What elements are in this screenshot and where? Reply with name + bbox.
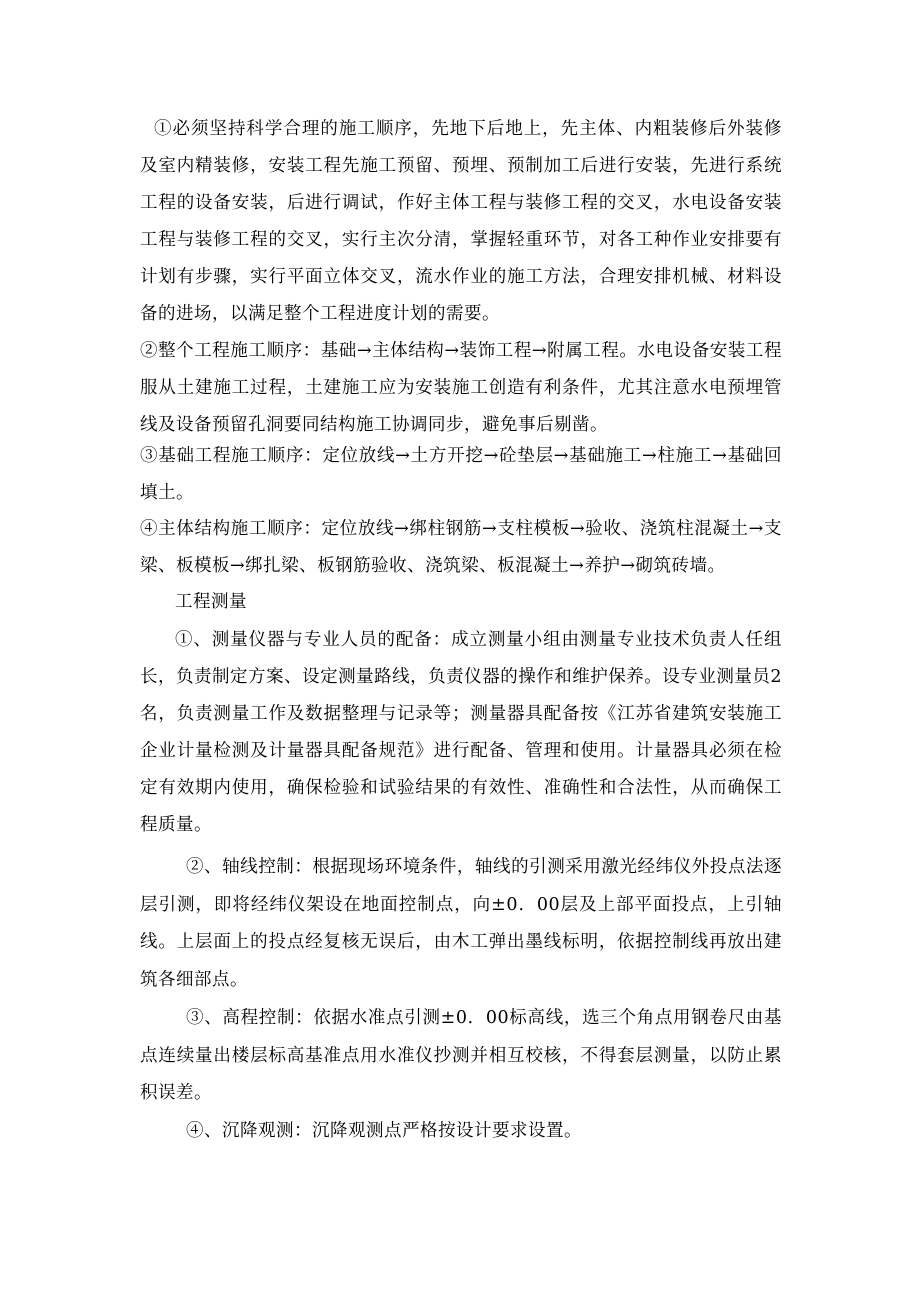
paragraph-foundation-sequence: ③基础工程施工顺序：定位放线→土方开挖→砼垫层→基础施工→柱施工→基础回填土。 [140,446,782,503]
paragraph-axis-control: ②、轴线控制：根据现场环境条件，轴线的引测采用激光经纬仪外投点法逐层引测，即将经纬仪架设在地面控制点，向±0．00层及上部平面投点，上引轴线。上层面上的投点经复核无误后，由木工弹出墨线标明，依据控制线再放出建筑各细部点。 [140,857,782,990]
paragraph-survey-instruments-staff: ①、测量仪器与专业人员的配备：成立测量小组由测量专业技术负责人任组长，负责制定方案、设定测量路线，负责仪器的操作和维护保养。设专业测量员2名，负责测量工作及数据整理与记录等；测量器具配备按《江苏省建筑安装施工企业计量检测及计量器具配备规范》进行配备、管理和使用。计量器具必须在检定有效期内使用，确保检验和试验结果的有效性、准确性和合法性，从而确保工程质量。 [140,630,782,835]
paragraph-construction-sequence-principle: ①必须坚持科学合理的施工顺序，先地下后地上，先主体、内粗装修后外装修及室内精装修，安装工程先施工预留、预埋、预制加工后进行安装，先进行系统工程的设备安装，后进行调试，作好主体工程与装修工程的交叉，水电设备安装工程与装修工程的交叉，实行主次分清，掌握轻重环节，对各工种作业安排要有计划有步骤，实行平面立体交叉，流水作业的施工方法，合理安排机械、材料设备的进场，以满足整个工程进度计划的需要。 [140,119,782,324]
paragraph-elevation-control: ③、高程控制：依据水准点引测±0．00标高线，选三个角点用钢卷尺由基点连续量出楼层标高基准点用水准仪抄测并相互校核，不得套层测量，以防止累积误差。 [140,1008,782,1103]
paragraph-settlement-observation: ④、沉降观测：沉降观测点严格按设计要求设置。 [186,1121,582,1141]
section-heading-surveying: 工程测量 [175,592,247,612]
paragraph-main-structure-sequence: ④主体结构施工顺序：定位放线→绑柱钢筋→支柱模板→验收、浇筑柱混凝土→支梁、板模板→绑扎梁、板钢筋验收、浇筑梁、板混凝土→养护→砌筑砖墙。 [140,519,782,576]
paragraph-overall-construction-sequence: ②整个工程施工顺序：基础→主体结构→装饰工程→附属工程。水电设备安装工程服从土建施工过程，土建施工应为安装施工创造有利条件，尤其注意水电预埋管线及设备预留孔洞要同结构施工协调同步，避免事后剔凿。 [140,341,782,435]
